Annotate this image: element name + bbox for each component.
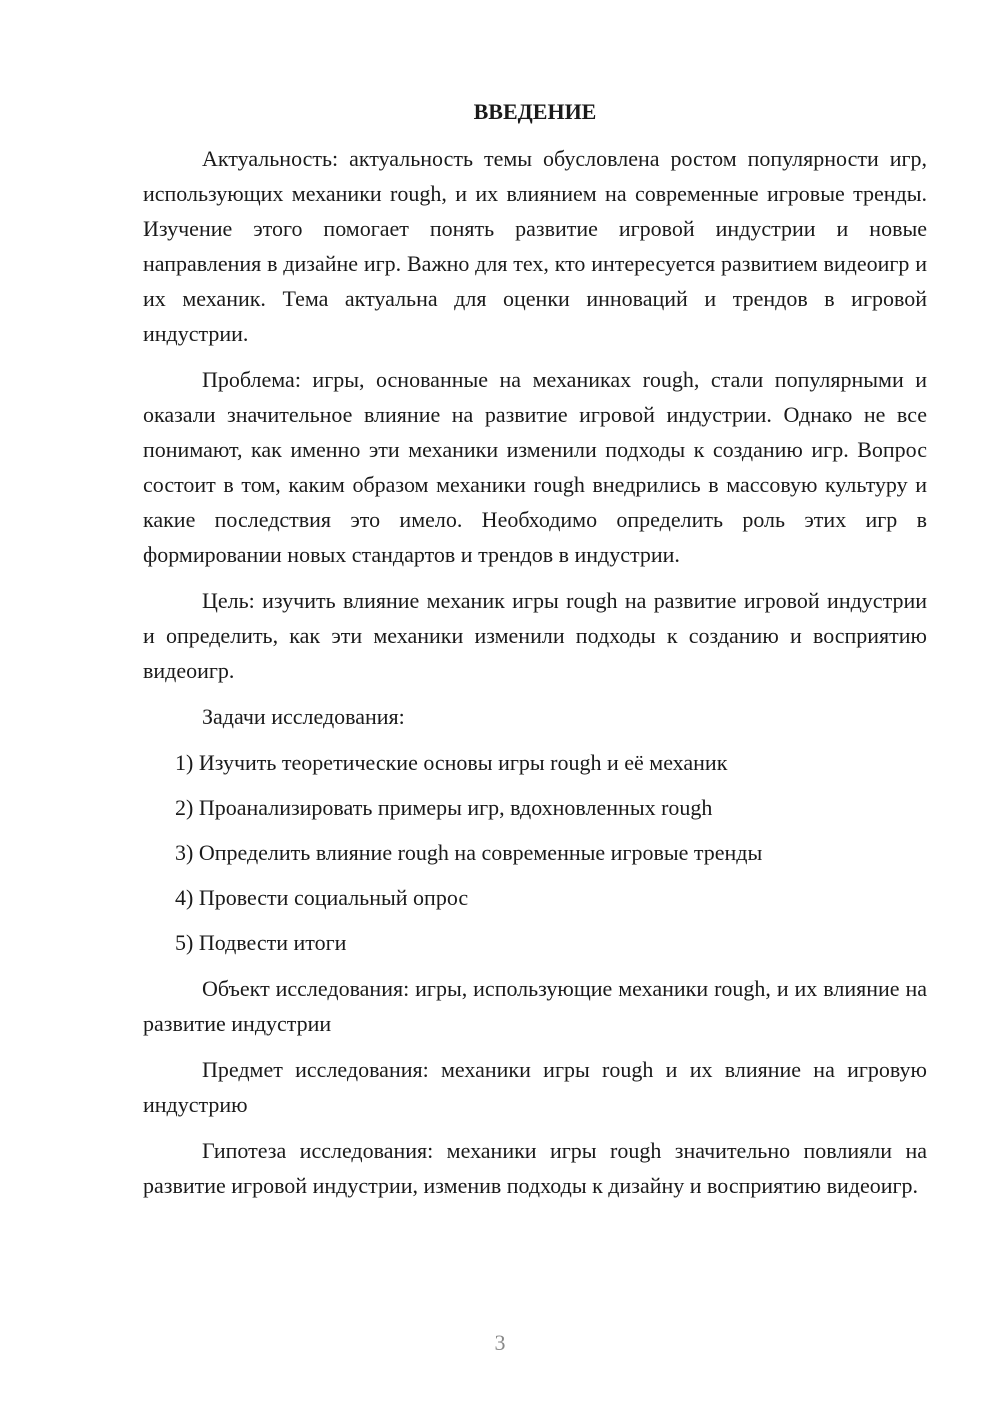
task-item: 2) Проанализировать примеры игр, вдохновленных rough (175, 795, 713, 820)
section-title: ВВЕДЕНИЕ (473, 99, 597, 124)
task-item: 4) Провести социальный опрос (175, 885, 469, 910)
paragraph-relevance: Актуальность: актуальность темы обусловлена ростом популярности игр, использующих механики rough, и их влиянием на современные игровые тренды. Изучение этого помогает понять развитие игровой индустрии и новые направления в дизайне игр. Важно для тех, кто интересуется развитием видеоигр и их механик. Тема актуальна для оценки инноваций и трендов в игровой индустрии. (143, 146, 927, 346)
paragraph-hypothesis: Гипотеза исследования: механики игры rough значительно повлияли на развитие игровой индустрии, изменив подходы к дизайну и восприятию видеоигр. (143, 1138, 927, 1198)
task-item: 5) Подвести итоги (175, 930, 347, 955)
tasks-heading: Задачи исследования: (202, 704, 405, 729)
paragraph-problem: Проблема: игры, основанные на механиках rough, стали популярными и оказали значительное влияние на развитие игровой индустрии. Однако не все понимают, как именно эти механики изменили подходы к созданию игр. Вопрос состоит в том, каким образом механики rough внедрились в массовую культуру и какие последствия это имело. Необходимо определить роль этих игр в формировании новых стандартов и трендов в индустрии. (143, 367, 927, 567)
task-item: 3) Определить влияние rough на современные игровые тренды (175, 840, 763, 865)
paragraph-goal: Цель: изучить влияние механик игры rough на развитие игровой индустрии и определить, как эти механики изменили подходы к созданию и восприятию видеоигр. (143, 588, 927, 683)
page-content (143, 94, 927, 1214)
paragraph-subject: Предмет исследования: механики игры rough и их влияние на игровую индустрию (143, 1057, 927, 1117)
task-item: 1) Изучить теоретические основы игры rough и её механик (175, 750, 728, 775)
tasks-list (143, 745, 927, 960)
page-number: 3 (494, 1330, 506, 1355)
paragraph-object: Объект исследования: игры, использующие механики rough, и их влияние на развитие индустрии (143, 976, 927, 1036)
